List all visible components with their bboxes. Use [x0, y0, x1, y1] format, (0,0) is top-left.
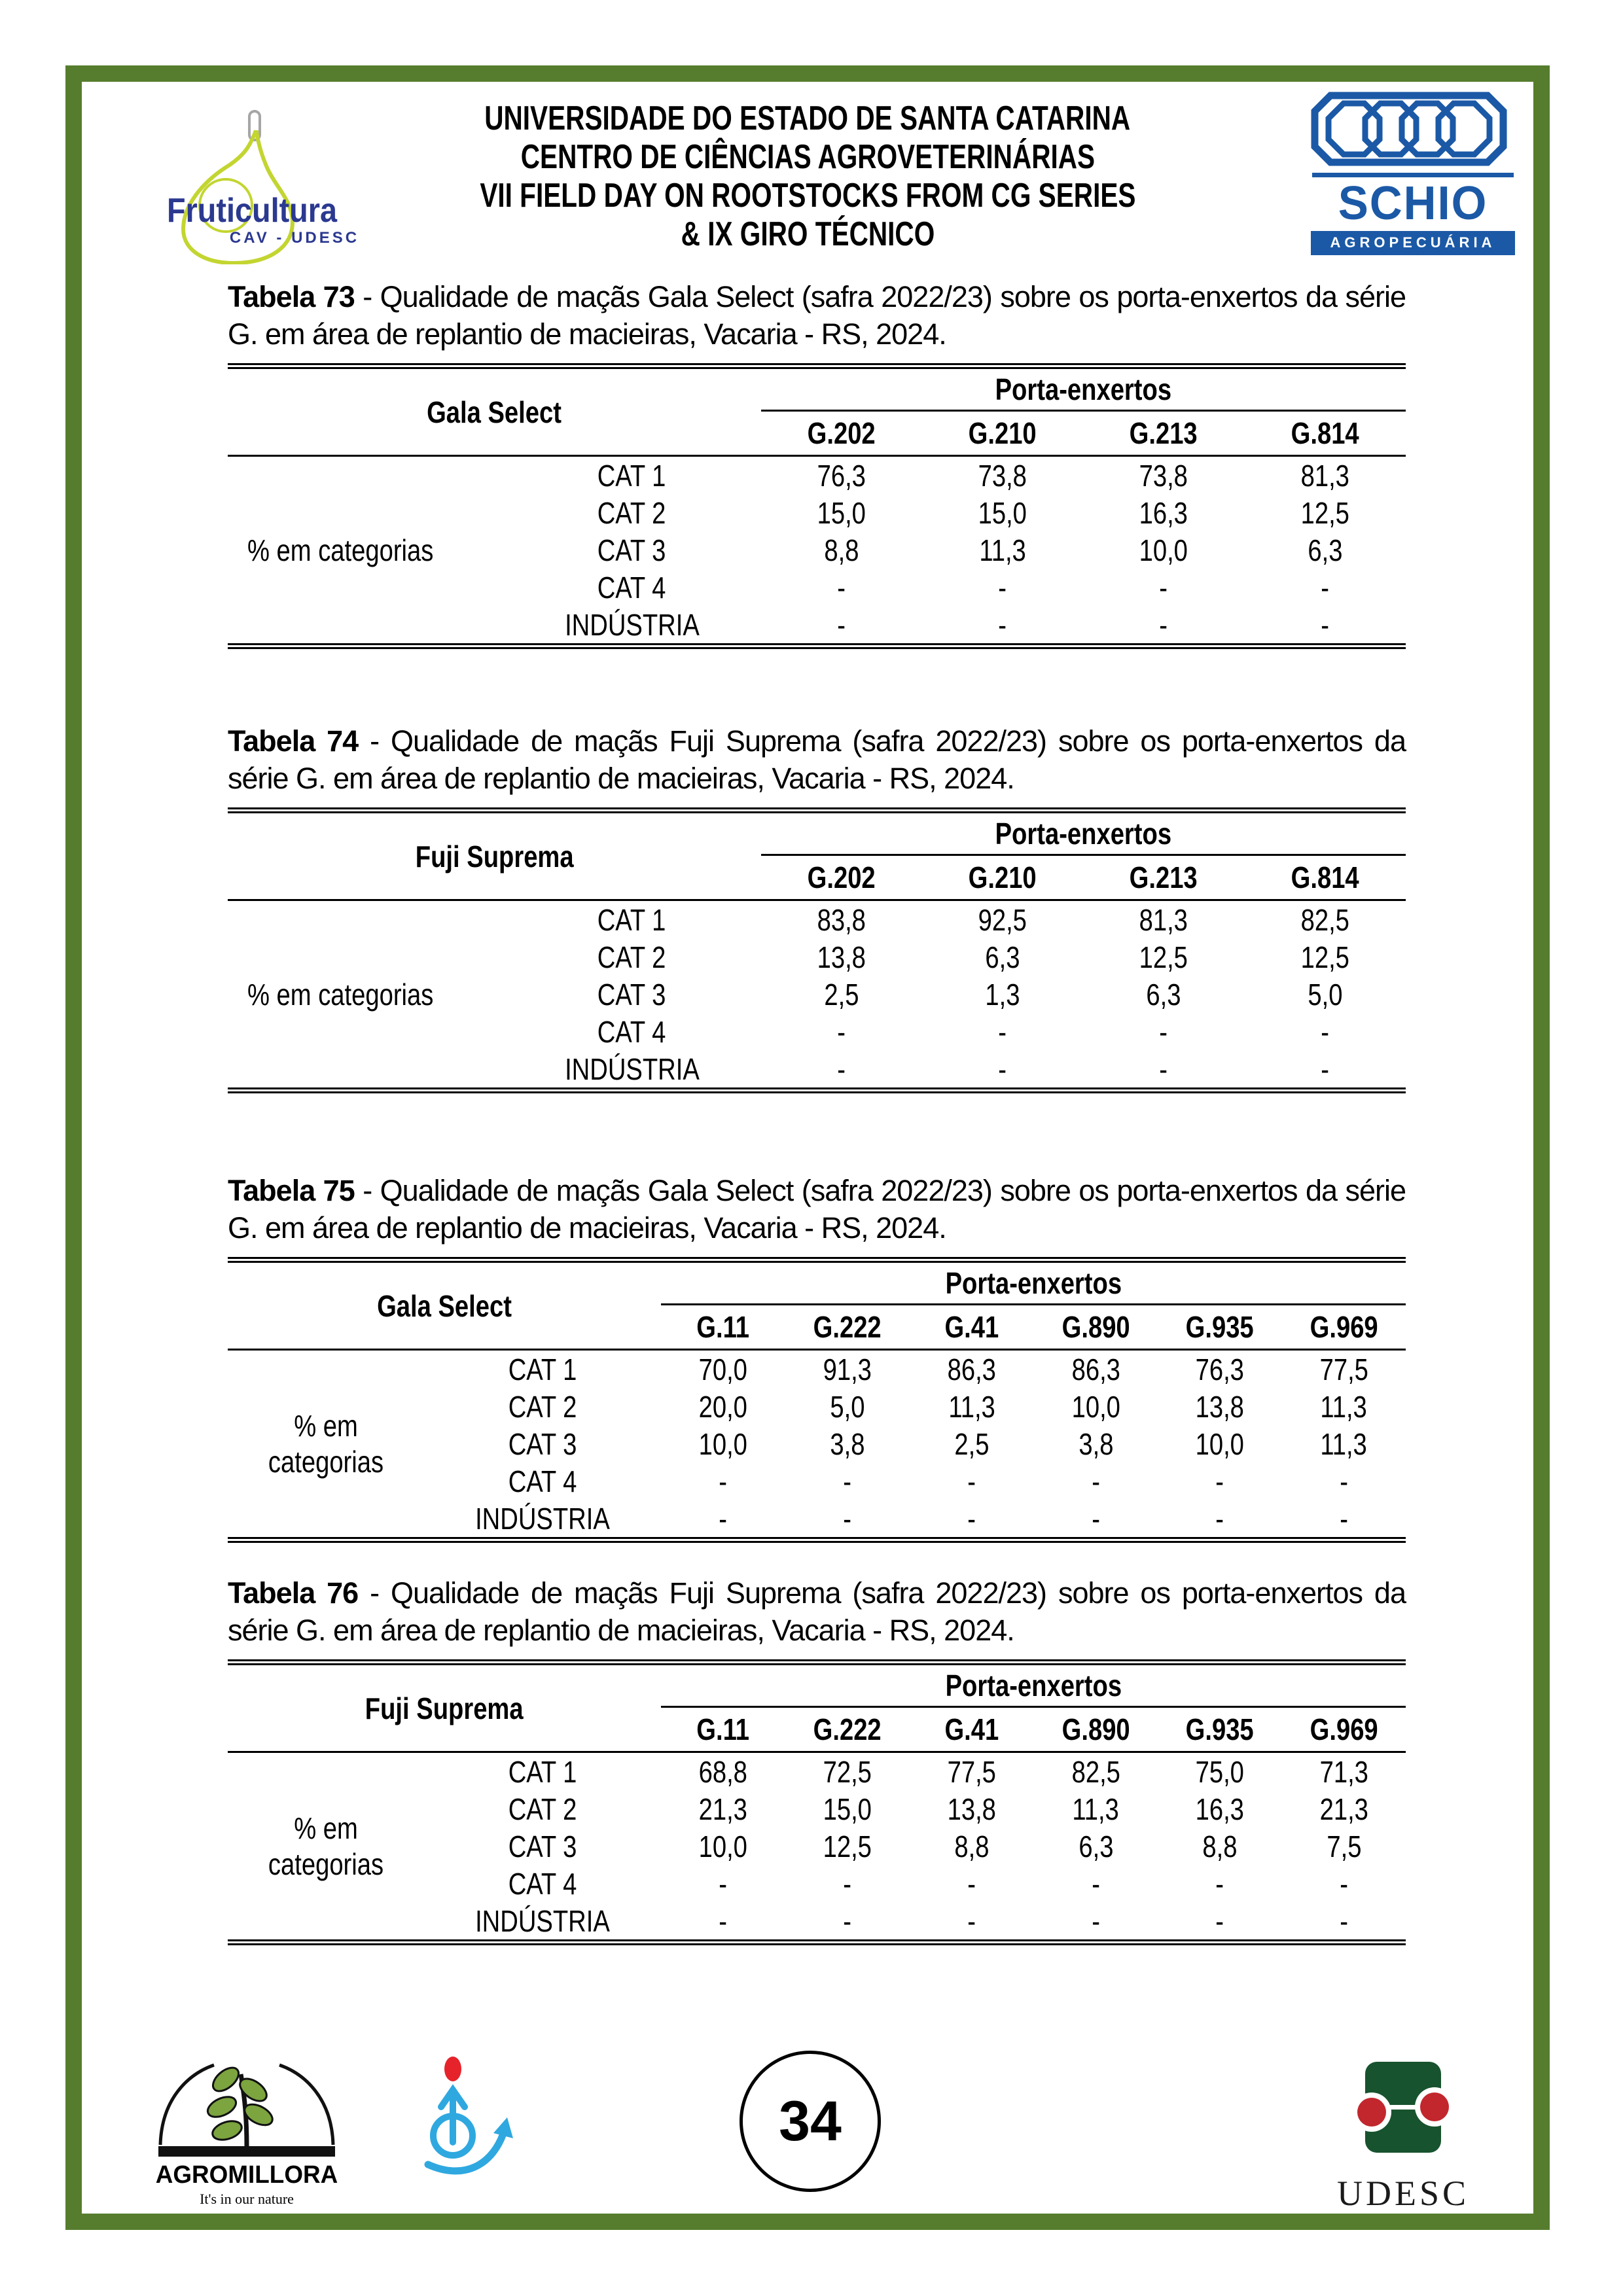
row-label: CAT 3: [508, 1829, 577, 1863]
col-header: G.814: [1244, 411, 1406, 456]
cell-value: 13,8: [947, 1792, 997, 1826]
cell-value: -: [719, 1903, 728, 1938]
cell-value: 10,0: [1071, 1389, 1120, 1424]
col-header: G.890: [1034, 1305, 1158, 1350]
table-caption-text: - Qualidade de maçãs Fuji Suprema (safra 2022/23) sobre os porta-enxertos da série G. em área de replantio de macieiras, Vacaria - RS, 2024.: [228, 1576, 1406, 1647]
cell-value: -: [837, 570, 846, 605]
group-header: Porta-enxertos: [661, 1663, 1406, 1707]
col-header: G.935: [1158, 1707, 1282, 1752]
row-label: CAT 3: [597, 533, 666, 567]
cell-value: 81,3: [1300, 458, 1349, 493]
cell-value: 11,3: [948, 1389, 995, 1424]
row-label: INDÚSTRIA: [564, 607, 700, 642]
table-74-caption: [228, 722, 1406, 797]
cell-value: -: [843, 1501, 852, 1536]
cell-value: 5,0: [1307, 977, 1343, 1012]
cell-value: -: [967, 1464, 976, 1498]
cell-value: 73,8: [1139, 458, 1188, 493]
cell-value: -: [1159, 570, 1168, 605]
fruticultura-wordmark: Fruticultura: [166, 192, 338, 230]
row-label: CAT 1: [597, 458, 666, 493]
col-header: G.814: [1244, 855, 1406, 900]
cell-value: 73,8: [978, 458, 1027, 493]
cell-value: -: [1092, 1464, 1100, 1498]
col-header: G.890: [1034, 1707, 1158, 1752]
col-header: G.222: [785, 1305, 910, 1350]
schio-wordmark: SCHIO: [1338, 177, 1488, 230]
cell-value: -: [1215, 1866, 1224, 1901]
cell-value: 10,0: [698, 1829, 748, 1863]
row-group-label: % em categorias: [247, 977, 434, 1012]
cell-value: -: [837, 1014, 846, 1049]
table-header-row: [228, 1260, 1406, 1305]
col-header: G.41: [910, 1707, 1034, 1752]
cell-value: -: [1321, 1051, 1329, 1086]
cell-value: -: [998, 570, 1007, 605]
group-header: Porta-enxertos: [661, 1260, 1406, 1305]
row-group-label: % em categorias: [268, 1811, 384, 1881]
cell-value: 6,3: [1146, 977, 1181, 1012]
cell-value: -: [843, 1866, 852, 1901]
page-number-badge: [740, 2051, 881, 2192]
cell-value: -: [1159, 1014, 1168, 1049]
cell-value: 10,0: [1195, 1426, 1245, 1461]
agromillora-tagline: It's in our nature: [200, 2191, 294, 2207]
table-75-caption: [228, 1172, 1406, 1246]
cell-value: 72,5: [823, 1754, 872, 1789]
cell-value: 83,8: [817, 902, 866, 937]
table-row: [228, 1752, 1406, 1791]
cell-value: 3,8: [830, 1426, 865, 1461]
agromillora-logo: [145, 2047, 348, 2208]
col-header: G.210: [922, 855, 1083, 900]
cell-value: 16,3: [1139, 495, 1188, 530]
cell-value: 11,3: [1072, 1792, 1120, 1826]
cell-value: 16,3: [1195, 1792, 1245, 1826]
cell-value: 12,5: [1300, 495, 1349, 530]
row-label: CAT 3: [508, 1426, 577, 1461]
schio-logo: [1311, 92, 1515, 255]
cell-value: 12,5: [1139, 940, 1188, 974]
cell-value: -: [1092, 1903, 1100, 1938]
cell-value: -: [843, 1464, 852, 1498]
udesc-logo: [1327, 2058, 1479, 2214]
cell-value: 82,5: [1300, 902, 1349, 937]
cell-value: 5,0: [830, 1389, 865, 1424]
col-header: G.202: [761, 411, 922, 456]
variety-header: Fuji Suprema: [228, 811, 761, 900]
cell-value: 71,3: [1319, 1754, 1368, 1789]
cell-value: 10,0: [1139, 533, 1188, 567]
org-title-line-1: UNIVERSIDADE DO ESTADO DE SANTA CATARINA: [484, 99, 1131, 137]
row-label: CAT 1: [597, 902, 666, 937]
fruticultura-subtitle: CAV - UDESC: [229, 229, 360, 247]
udesc-wordmark: UDESC: [1336, 2174, 1470, 2213]
cell-value: 2,5: [824, 977, 859, 1012]
cell-value: 7,5: [1326, 1829, 1362, 1863]
table-75: [228, 1257, 1406, 1543]
table-header-row: [228, 811, 1406, 855]
variety-header: Fuji Suprema: [228, 1663, 661, 1752]
cell-value: 8,8: [1202, 1829, 1238, 1863]
cell-value: 11,3: [1320, 1426, 1368, 1461]
cell-value: 15,0: [817, 495, 866, 530]
cell-value: 68,8: [698, 1754, 748, 1789]
cell-value: -: [998, 607, 1007, 642]
table-number: Tabela 73: [228, 280, 355, 313]
table-caption-text: - Qualidade de maçãs Gala Select (safra 2022/23) sobre os porta-enxertos da série G. em área de replantio de macieiras, Vacaria - RS, 2024.: [228, 280, 1406, 351]
cell-value: -: [837, 607, 846, 642]
cell-value: 20,0: [698, 1389, 748, 1424]
table-number: Tabela 75: [228, 1174, 355, 1207]
schio-tagline-bar: AGROPECUÁRIA: [1311, 231, 1515, 255]
cell-value: 86,3: [947, 1352, 997, 1386]
org-title-line-3: VII FIELD DAY ON ROOTSTOCKS FROM CG SERIES: [479, 177, 1136, 215]
cell-value: 11,3: [979, 533, 1026, 567]
growth-person-icon: [401, 2052, 538, 2186]
cell-value: 1,3: [985, 977, 1020, 1012]
table-74-section: [228, 722, 1406, 1093]
cell-value: -: [1340, 1903, 1348, 1938]
row-label: CAT 1: [508, 1754, 577, 1789]
cell-value: -: [1321, 1014, 1329, 1049]
cell-value: 76,3: [1195, 1352, 1245, 1386]
cell-value: 75,0: [1195, 1754, 1245, 1789]
col-header: G.210: [922, 411, 1083, 456]
org-title-line-2: CENTRO DE CIÊNCIAS AGROVETERINÁRIAS: [520, 138, 1095, 176]
main-content: [228, 278, 1406, 1945]
table-75-section: [228, 1172, 1406, 1543]
cell-value: -: [719, 1866, 728, 1901]
table-caption-text: - Qualidade de maçãs Gala Select (safra 2022/23) sobre os porta-enxertos da série G. em área de replantio de macieiras, Vacaria - RS, 2024.: [228, 1174, 1406, 1245]
cell-value: 6,3: [1307, 533, 1343, 567]
cell-value: 12,5: [823, 1829, 872, 1863]
cell-value: 15,0: [823, 1792, 872, 1826]
table-76-section: [228, 1574, 1406, 1945]
cell-value: 13,8: [1195, 1389, 1245, 1424]
cell-value: 81,3: [1139, 902, 1188, 937]
udesc-mark-icon: [1338, 2058, 1469, 2167]
cell-value: -: [1092, 1866, 1100, 1901]
col-header: G.11: [661, 1305, 785, 1350]
cell-value: 15,0: [978, 495, 1027, 530]
cell-value: 21,3: [698, 1792, 748, 1826]
row-label: CAT 3: [597, 977, 666, 1012]
group-header: Porta-enxertos: [761, 366, 1406, 411]
col-header: G.11: [661, 1707, 785, 1752]
row-group-label: % em categorias: [247, 533, 434, 567]
table-76-caption: [228, 1574, 1406, 1649]
cell-value: 77,5: [1319, 1352, 1368, 1386]
page-header: [82, 90, 1533, 268]
cell-value: 70,0: [698, 1352, 748, 1386]
cell-value: 10,0: [698, 1426, 748, 1461]
cell-value: -: [843, 1903, 852, 1938]
cell-value: -: [1340, 1866, 1348, 1901]
cell-value: 3,8: [1078, 1426, 1114, 1461]
row-label: CAT 4: [508, 1866, 577, 1901]
row-label: CAT 2: [597, 495, 666, 530]
cell-value: -: [719, 1501, 728, 1536]
cell-value: -: [1215, 1464, 1224, 1498]
cell-value: -: [967, 1903, 976, 1938]
cell-value: 77,5: [947, 1754, 997, 1789]
cell-value: 76,3: [817, 458, 866, 493]
table-73-section: [228, 278, 1406, 649]
row-label: CAT 4: [597, 1014, 666, 1049]
cell-value: -: [1215, 1501, 1224, 1536]
table-73: [228, 363, 1406, 649]
row-label: CAT 2: [597, 940, 666, 974]
row-label: CAT 1: [508, 1352, 577, 1386]
table-header-row: [228, 366, 1406, 411]
table-number: Tabela 76: [228, 1576, 359, 1610]
row-label: INDÚSTRIA: [475, 1903, 610, 1938]
table-header-row: [228, 1663, 1406, 1707]
cell-value: 12,5: [1300, 940, 1349, 974]
table-caption-text: - Qualidade de maçãs Fuji Suprema (safra 2022/23) sobre os porta-enxertos da série G. em área de replantio de macieiras, Vacaria - RS, 2024.: [228, 724, 1406, 795]
row-label: INDÚSTRIA: [564, 1051, 700, 1086]
cell-value: -: [1092, 1501, 1100, 1536]
cell-value: -: [967, 1501, 976, 1536]
col-header: G.213: [1083, 411, 1244, 456]
cell-value: 13,8: [817, 940, 866, 974]
table-73-caption: [228, 278, 1406, 353]
schio-divider: [1312, 173, 1514, 177]
table-76: [228, 1659, 1406, 1945]
col-header: G.969: [1282, 1305, 1406, 1350]
cell-value: -: [1215, 1903, 1224, 1938]
cell-value: -: [1340, 1501, 1348, 1536]
row-label: INDÚSTRIA: [475, 1501, 610, 1536]
cell-value: 6,3: [985, 940, 1020, 974]
agromillora-wordmark: AGROMILLORA: [155, 2161, 338, 2189]
cell-value: -: [1321, 607, 1329, 642]
cell-value: -: [719, 1464, 728, 1498]
cell-value: 82,5: [1071, 1754, 1120, 1789]
row-label: CAT 2: [508, 1389, 577, 1424]
cell-value: 11,3: [1320, 1389, 1368, 1424]
col-header: G.969: [1282, 1707, 1406, 1752]
fruticultura-logo: [118, 107, 386, 267]
cell-value: -: [998, 1051, 1007, 1086]
cell-value: -: [967, 1866, 976, 1901]
cell-value: -: [1321, 570, 1329, 605]
col-header: G.41: [910, 1305, 1034, 1350]
cell-value: 91,3: [823, 1352, 872, 1386]
cell-value: 92,5: [978, 902, 1027, 937]
col-header: G.222: [785, 1707, 910, 1752]
cell-value: 8,8: [954, 1829, 990, 1863]
table-row: [228, 900, 1406, 939]
cell-value: 21,3: [1319, 1792, 1368, 1826]
table-row: [228, 456, 1406, 495]
row-label: CAT 2: [508, 1792, 577, 1826]
row-group-label: % em categorias: [268, 1409, 384, 1479]
cell-value: 86,3: [1071, 1352, 1120, 1386]
cell-value: -: [998, 1014, 1007, 1049]
variety-header: Gala Select: [228, 1260, 661, 1350]
col-header: G.213: [1083, 855, 1244, 900]
cell-value: 2,5: [954, 1426, 990, 1461]
variety-header: Gala Select: [228, 366, 761, 456]
row-label: CAT 4: [597, 570, 666, 605]
cell-value: -: [1159, 607, 1168, 642]
table-74: [228, 807, 1406, 1093]
table-number: Tabela 74: [228, 724, 359, 758]
col-header: G.202: [761, 855, 922, 900]
cell-value: -: [1159, 1051, 1168, 1086]
schio-rings-icon: [1311, 92, 1507, 166]
row-label: CAT 4: [508, 1464, 577, 1498]
group-header: Porta-enxertos: [761, 811, 1406, 855]
cell-value: -: [837, 1051, 846, 1086]
page-number: 34: [779, 2090, 842, 2153]
cell-value: 8,8: [824, 533, 859, 567]
cell-value: 6,3: [1078, 1829, 1114, 1863]
org-title-line-4: & IX GIRO TÉCNICO: [681, 215, 935, 253]
col-header: G.935: [1158, 1305, 1282, 1350]
table-row: [228, 1350, 1406, 1388]
cell-value: -: [1340, 1464, 1348, 1498]
agromillora-tree-icon: [149, 2047, 345, 2157]
